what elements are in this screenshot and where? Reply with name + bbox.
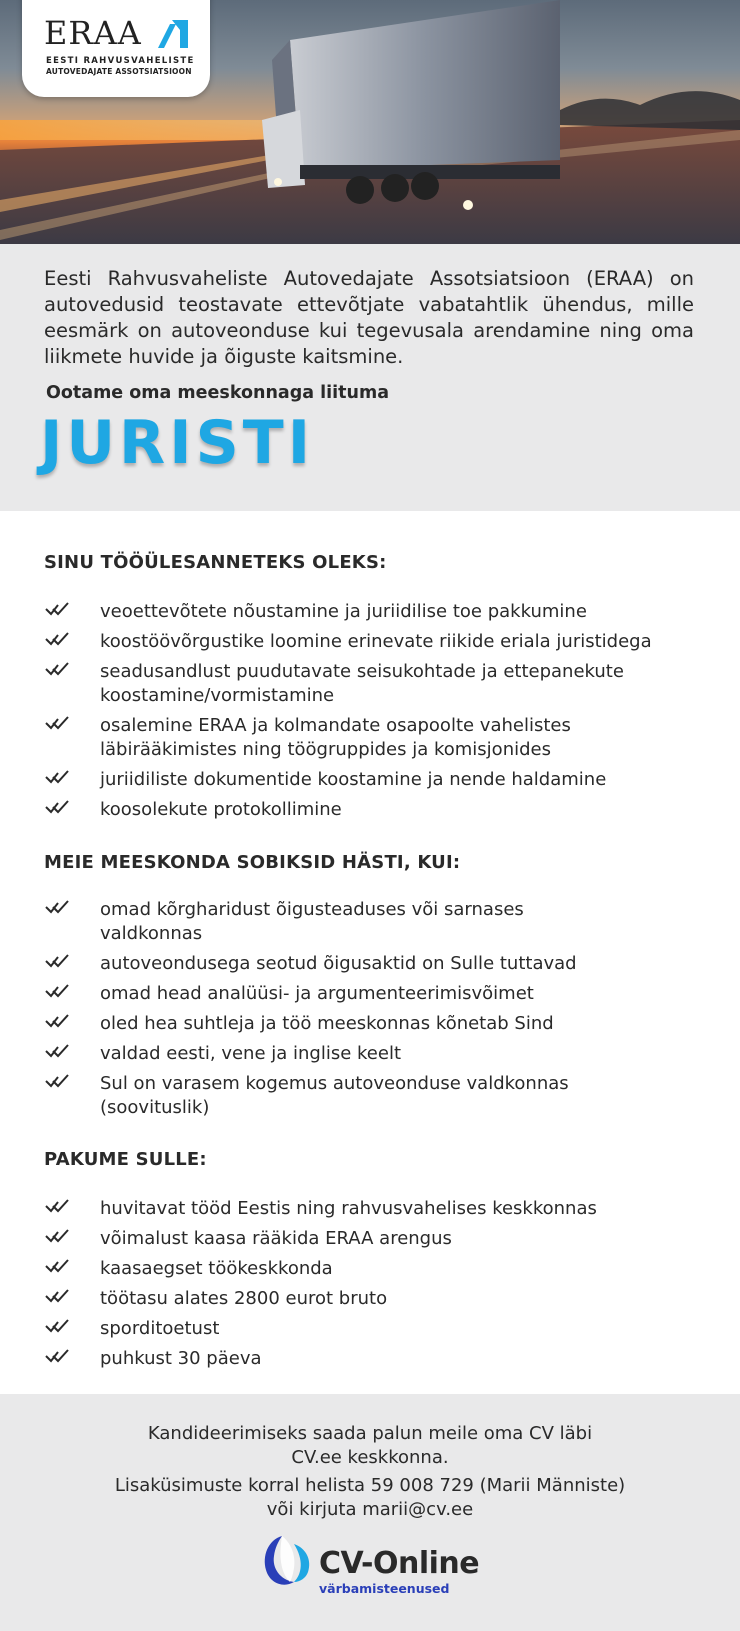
intro-band xyxy=(0,244,740,511)
list-item: seadusandlust puudutavate seisukohtade ja ettepanekute koostamine/vormistamine xyxy=(44,660,704,708)
footer-band xyxy=(0,1394,740,1631)
list-item: Sul on varasem kogemus autoveonduse valdkonnas (soovituslik) xyxy=(44,1072,704,1120)
list-item: võimalust kaasa rääkida ERAA arengus xyxy=(44,1227,704,1251)
list-item: autoveondusega seotud õigusaktid on Sulle tuttavad xyxy=(44,952,704,976)
list-item: valdad eesti, vene ja inglise keelt xyxy=(44,1042,704,1066)
double-check-icon xyxy=(44,898,70,918)
contact-text-line1: Lisaküsimuste korral helista 59 008 729 (Marii Männiste) xyxy=(114,1475,626,1496)
double-check-icon xyxy=(44,660,70,680)
list-item: veoettevõtete nõustamine ja juriidilise toe pakkumine xyxy=(44,600,704,624)
list-item: puhkust 30 päeva xyxy=(44,1347,704,1371)
logo-subtitle-line1: EESTI RAHVUSVAHELISTE xyxy=(46,56,195,66)
list-item: kaasaegset töökeskkonda xyxy=(44,1257,704,1281)
double-check-icon xyxy=(44,1257,70,1277)
double-check-icon xyxy=(44,1012,70,1032)
double-check-icon xyxy=(44,1072,70,1092)
cv-online-tagline: värbamisteenused xyxy=(319,1581,450,1596)
cv-online-logo-icon xyxy=(262,1534,314,1588)
list-item: omad kõrgharidust õigusteaduses või sarnases valdkonnas xyxy=(44,898,704,946)
list-item: koosolekute protokollimine xyxy=(44,798,704,822)
logo-wordmark: ERAA xyxy=(44,14,142,52)
double-check-icon xyxy=(44,1347,70,1367)
logo-subtitle-line2: AUTOVEDAJATE ASSOTSIATSIOON xyxy=(46,67,192,76)
section-heading-duties: SINU TÖÖÜLESANNETEKS OLEKS: xyxy=(44,552,387,573)
double-check-icon xyxy=(44,798,70,818)
hero-banner xyxy=(0,0,740,244)
double-check-icon xyxy=(44,714,70,734)
intro-lead: Ootame oma meeskonnaga liituma xyxy=(46,383,390,403)
double-check-icon xyxy=(44,982,70,1002)
job-title: JURISTI xyxy=(40,408,315,478)
double-check-icon xyxy=(44,1287,70,1307)
eraa-logo xyxy=(22,0,210,97)
list-item: osalemine ERAA ja kolmandate osapoolte vahelistes läbirääkimistes ning töögruppides ja komisjonides xyxy=(44,714,704,762)
list-item: huvitavat tööd Eestis ning rahvusvahelises keskkonnas xyxy=(44,1197,704,1221)
list-item: sporditoetust xyxy=(44,1317,704,1341)
double-check-icon xyxy=(44,952,70,972)
apply-text-line1: Kandideerimiseks saada palun meile oma CV läbi xyxy=(147,1423,593,1444)
list-item: oled hea suhtleja ja töö meeskonnas kõnetab Sind xyxy=(44,1012,704,1036)
double-check-icon xyxy=(44,630,70,650)
apply-text-line2: CV.ee keskkonna. xyxy=(291,1447,449,1468)
double-check-icon xyxy=(44,1042,70,1062)
double-check-icon xyxy=(44,768,70,788)
list-item: töötasu alates 2800 eurot bruto xyxy=(44,1287,704,1311)
contact-text-line2: või kirjuta marii@cv.ee xyxy=(266,1499,474,1520)
cv-online-brand-name: CV-Online xyxy=(319,1546,480,1581)
double-check-icon xyxy=(44,1317,70,1337)
list-item: koostöövõrgustike loomine erinevate riikide eriala juristidega xyxy=(44,630,704,654)
double-check-icon xyxy=(44,1227,70,1247)
list-item: omad head analüüsi- ja argumenteerimisvõimet xyxy=(44,982,704,1006)
double-check-icon xyxy=(44,1197,70,1217)
section-heading-offer: PAKUME SULLE: xyxy=(44,1149,207,1170)
list-item: juriidiliste dokumentide koostamine ja nende haldamine xyxy=(44,768,704,792)
eraa-emblem-icon xyxy=(158,20,188,48)
double-check-icon xyxy=(44,600,70,620)
section-heading-requirements: MEIE MEESKONDA SOBIKSID HÄSTI, KUI: xyxy=(44,852,461,873)
intro-text: Eesti Rahvusvaheliste Autovedajate Assotsiatsioon (ERAA) on autovedusid teostavate ettevõtjate vabatahtlik ühendus, mille eesmärk on autoveonduse kui tegevusala arendamine ning oma liikmete huvide ja õiguste kaitsmine. xyxy=(44,267,694,368)
